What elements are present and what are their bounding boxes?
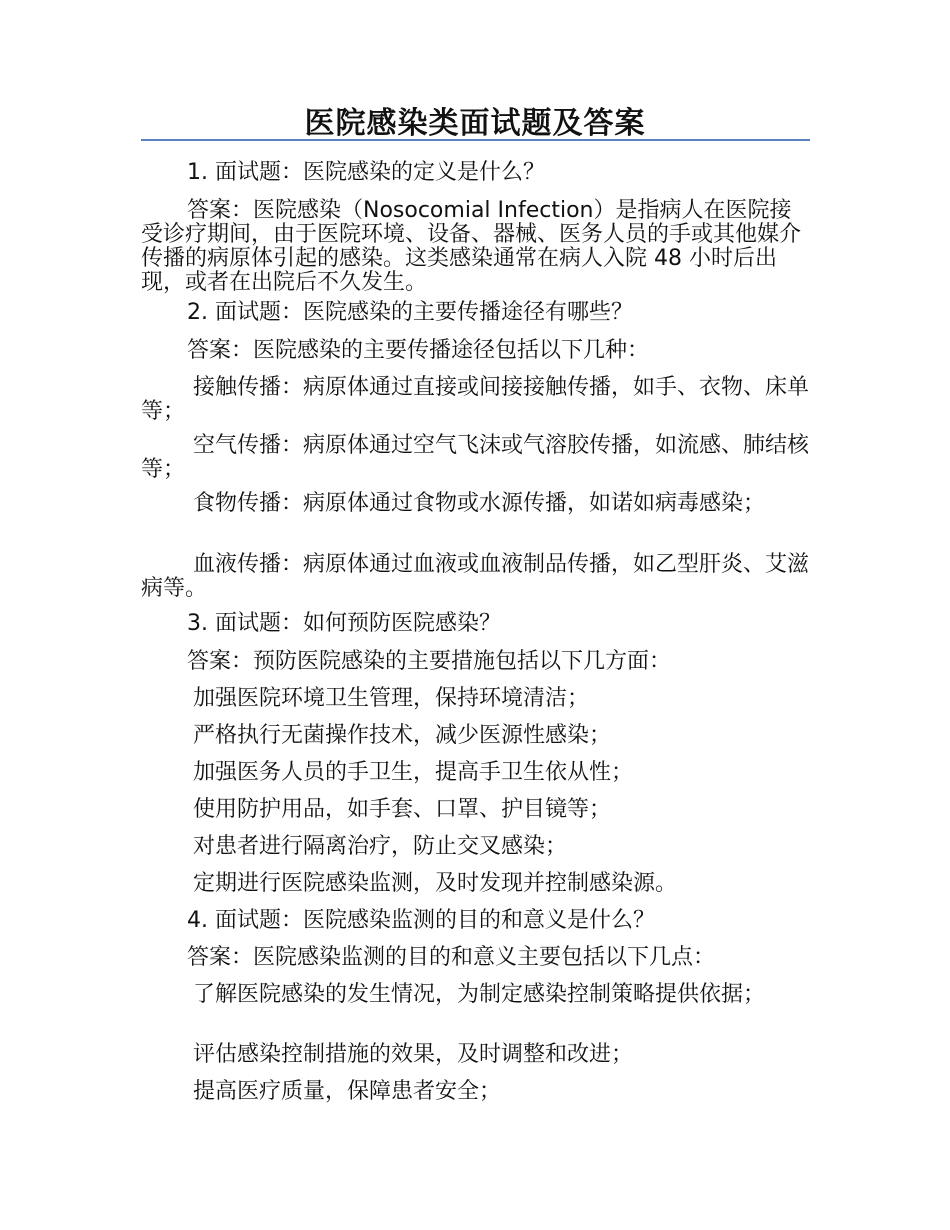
answer-4-item: 评估感染控制措施的效果，及时调整和改进；: [193, 1042, 634, 1067]
answer-2-item-airborne: 空气传播：病原体通过空气飞沫或气溶胶传播，如流感、肺结核等；: [141, 433, 810, 482]
question-2: 2. 面试题：医院感染的主要传播途径有哪些？: [187, 300, 633, 325]
answer-3-item: 对患者进行隔离治疗，防止交叉感染；: [193, 834, 568, 859]
answer-3-intro: 答案：预防医院感染的主要措施包括以下几方面：: [187, 649, 672, 674]
title-underline: [141, 139, 810, 141]
answer-3-item: 严格执行无菌操作技术，减少医源性感染；: [193, 723, 612, 748]
document-title: 医院感染类面试题及答案: [304, 106, 646, 141]
question-3: 3. 面试题：如何预防医院感染？: [187, 611, 501, 636]
answer-4-intro: 答案：医院感染监测的目的和意义主要包括以下几点：: [187, 945, 716, 970]
answer-2-item-blood: 血液传播：病原体通过血液或血液制品传播，如乙型肝炎、艾滋病等。: [141, 552, 810, 601]
answer-3-item: 加强医务人员的手卫生，提高手卫生依从性；: [193, 760, 634, 785]
answer-2-intro: 答案：医院感染的主要传播途径包括以下几种：: [187, 338, 650, 363]
answer-3-item: 加强医院环境卫生管理，保持环境清洁；: [193, 686, 590, 711]
answer-2-item-contact: 接触传播：病原体通过直接或间接接触传播，如手、衣物、床单等；: [141, 375, 810, 424]
answer-4-item: 了解医院感染的发生情况，为制定感染控制策略提供依据；: [193, 982, 766, 1007]
question-1: 1. 面试题：医院感染的定义是什么？: [187, 160, 545, 185]
answer-3-item: 定期进行医院感染监测，及时发现并控制感染源。: [193, 871, 678, 896]
answer-2-item-food: 食物传播：病原体通过食物或水源传播，如诺如病毒感染；: [193, 491, 766, 516]
answer-3-item: 使用防护用品，如手套、口罩、护目镜等；: [193, 797, 612, 822]
answer-1: 答案：医院感染（Nosocomial Infection）是指病人在医院接受诊疗期间，由于医院环境、设备、器械、医务人员的手或其他媒介传播的病原体引起的感染。这类感染通常在病人入院 48 小时后出现，或者在出院后不久发生。: [141, 198, 802, 295]
answer-4-item: 提高医疗质量，保障患者安全；: [193, 1079, 502, 1104]
question-4: 4. 面试题：医院感染监测的目的和意义是什么？: [187, 908, 655, 933]
